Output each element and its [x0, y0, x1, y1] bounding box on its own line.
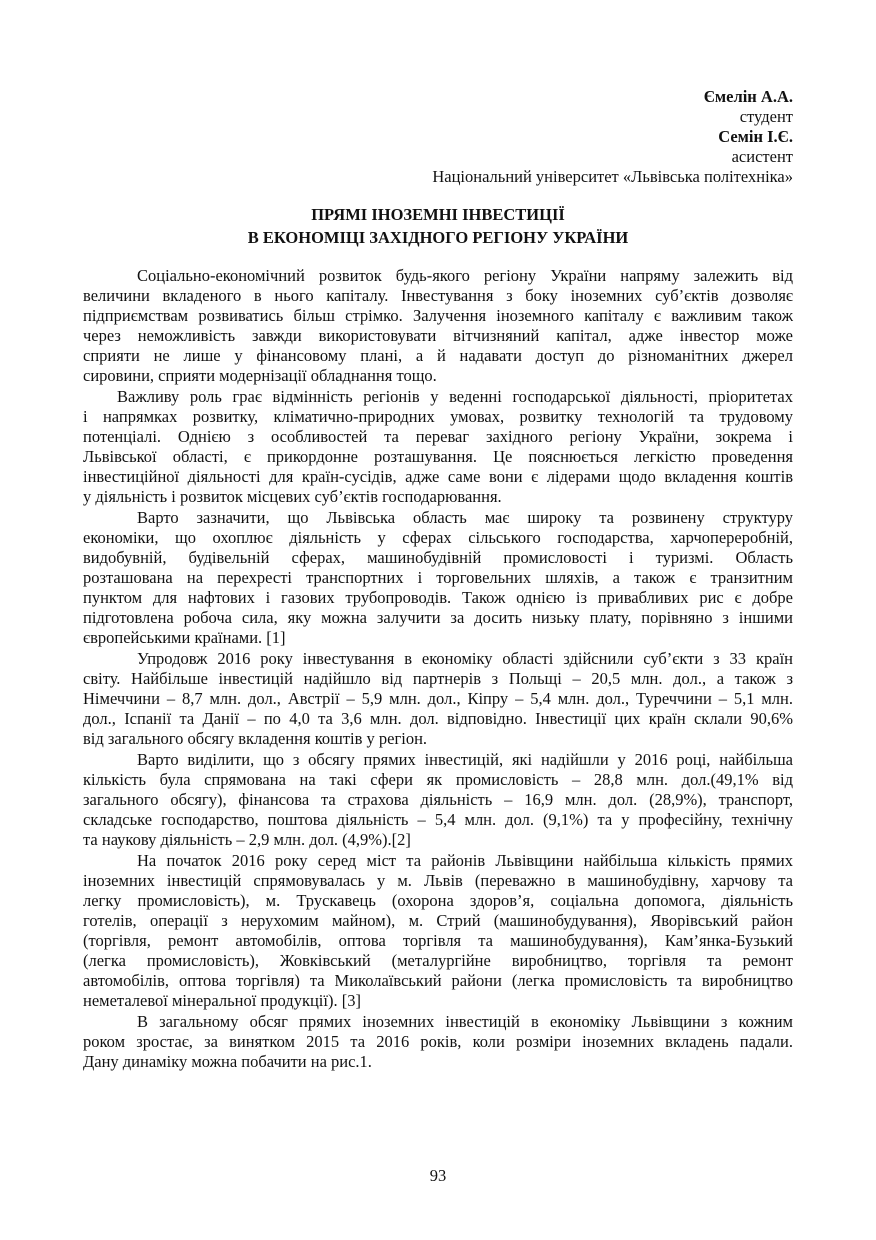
page-number: 93	[429, 1166, 447, 1185]
text-line: через неможливість завжди використовувати вітчизняний капітал, адже інвестор може	[83, 326, 793, 345]
title-line: В ЕКОНОМІЦІ ЗАХІДНОГО РЕГІОНУ УКРАЇНИ	[247, 228, 629, 247]
text-line: (легка промисловість), Жовківський (металургійне виробництво, торгівля та ремонт	[83, 951, 793, 970]
text-line: та наукову діяльність – 2,9 млн. дол. (4,9%).[2]	[83, 830, 411, 849]
author-name: Ємелін А.А.	[703, 87, 793, 106]
text-line: Львівської області, є прикордонне розташування. Це пояснюється легкістю проведення	[83, 447, 793, 466]
text-line: видобувній, будівельній сферах, машинобудівній промисловості і туризмі. Область	[83, 548, 793, 567]
text-line: світу. Найбільше інвестицій надійшло від партнерів з Польщі – 20,5 млн. дол., а також з	[83, 669, 793, 688]
text-line: економіки, що охоплює діяльність у сферах сільського господарства, харчопереробній,	[83, 528, 793, 547]
text-line: потенціалі. Однією з особливостей та переваг західного регіону України, зокрема і	[83, 427, 793, 446]
text-line: розташована на перехресті транспортних і торговельних шляхів, а також є транзитним	[83, 568, 793, 587]
text-line: від загального обсягу вкладення коштів у регіон.	[83, 729, 428, 748]
paragraph	[83, 851, 793, 1011]
author-role: асистент	[731, 147, 793, 166]
paragraph	[83, 266, 793, 386]
text-line: європейськими країнами. [1]	[83, 628, 286, 647]
text-line: На початок 2016 року серед міст та районів Львівщини найбільша кількість прямих	[137, 851, 793, 870]
paragraph	[83, 649, 793, 749]
text-line: загального обсягу), фінансова та страхова діяльність – 16,9 млн. дол. (28,9%), транспорт,	[83, 790, 793, 809]
paragraph	[83, 387, 793, 507]
text-line: кількість була спрямована на такі сфери як промисловість – 28,8 млн. дол.(49,1% від	[83, 770, 793, 789]
text-line: легку промисловість), м. Трускавець (охорона здоров’я, соціальна допомога, діяльність	[83, 891, 793, 910]
author-role: студент	[739, 107, 793, 126]
text-line: В загальному обсяг прямих іноземних інвестицій в економіку Львівщини з кожним	[137, 1012, 793, 1031]
text-line: сировини, сприяти модернізації обладнання тощо.	[83, 366, 437, 385]
article-body	[83, 266, 793, 1073]
text-line: інвестиційної діяльності для країн-сусідів, адже саме вони є лідерами щодо вкладення коштів	[83, 467, 793, 486]
text-line: Німеччини – 8,7 млн. дол., Австрії – 5,9 млн. дол., Кіпру – 5,4 млн. дол., Туреччини – 5,1 млн.	[83, 689, 793, 708]
text-line: неметалевої мінеральної продукції). [3]	[83, 991, 361, 1010]
paragraph	[83, 750, 793, 850]
text-line: підготовлена робоча сила, яку можна залучити за досить низьку плату, порівняно з іншими	[83, 608, 793, 627]
text-line: сприяти не лише у фінансовому плані, а й надавати доступ до різноманітних джерел	[83, 346, 793, 365]
text-line: Варто виділити, що з обсягу прямих інвестицій, які надійшли у 2016 році, найбільша	[137, 750, 793, 769]
text-line: автомобілів, оптова торгівля) та Миколаївський райони (легка промисловість та виробництво	[83, 971, 793, 990]
article-title	[0, 203, 876, 249]
text-line: (торгівля, ремонт автомобілів, оптова торгівля та машинобудування), Кам’янка-Бузький	[83, 931, 793, 950]
text-line: іноземних інвестицій спрямовувалась у м. Львів (переважно в машинобудівну, харчову та	[83, 871, 793, 890]
title-line: ПРЯМІ ІНОЗЕМНІ ІНВЕСТИЦІЇ	[311, 205, 565, 224]
text-line: пунктом для нафтових і газових трубопроводів. Також однією із привабливих рис є добре	[83, 588, 793, 607]
paragraph	[83, 508, 793, 648]
affiliation: Національний університет «Львівська політехніка»	[432, 167, 793, 186]
text-line: готелів, операції з нерухомим майном), м. Стрий (машинобудування), Яворівський район	[83, 911, 793, 930]
text-line: Варто зазначити, що Львівська область має широку та розвинену структуру	[137, 508, 793, 527]
text-line: Упродовж 2016 року інвестування в економіку області здійснили суб’єкти з 33 країн	[137, 649, 793, 668]
text-line: дол., Іспанії та Данії – по 4,0 та 3,6 млн. дол. відповідно. Інвестиції цих країн склали 90,6%	[83, 709, 793, 728]
author-block	[432, 87, 793, 187]
text-line: у діяльність і розвиток місцевих суб’єктів господарювання.	[83, 487, 502, 506]
author-name: Семін І.Є.	[718, 127, 793, 146]
text-line: роком зростає, за винятком 2015 та 2016 років, коли розміри іноземних вкладень падали.	[83, 1032, 793, 1051]
paragraph	[83, 1012, 793, 1072]
text-line: Дану динаміку можна побачити на рис.1.	[83, 1052, 372, 1071]
text-line: Важливу роль грає відмінність регіонів у веденні господарської діяльності, пріоритетах	[117, 387, 793, 406]
text-line: підприємствам розвиватись більш стрімко. Залучення іноземного капіталу є важливим також	[83, 306, 793, 325]
text-line: і напрямках розвитку, кліматично-природних умовах, розвитку технологій та трудовому	[83, 407, 793, 426]
text-line: складське господарство, поштова діяльність – 5,4 млн. дол. (9,1%) та у професійну, технічну	[83, 810, 793, 829]
text-line: величини вкладеного в нього капіталу. Інвестування з боку іноземних суб’єктів дозволяє	[83, 286, 793, 305]
text-line: Соціально-економічний розвиток будь-якого регіону України напряму залежить від	[137, 266, 793, 285]
